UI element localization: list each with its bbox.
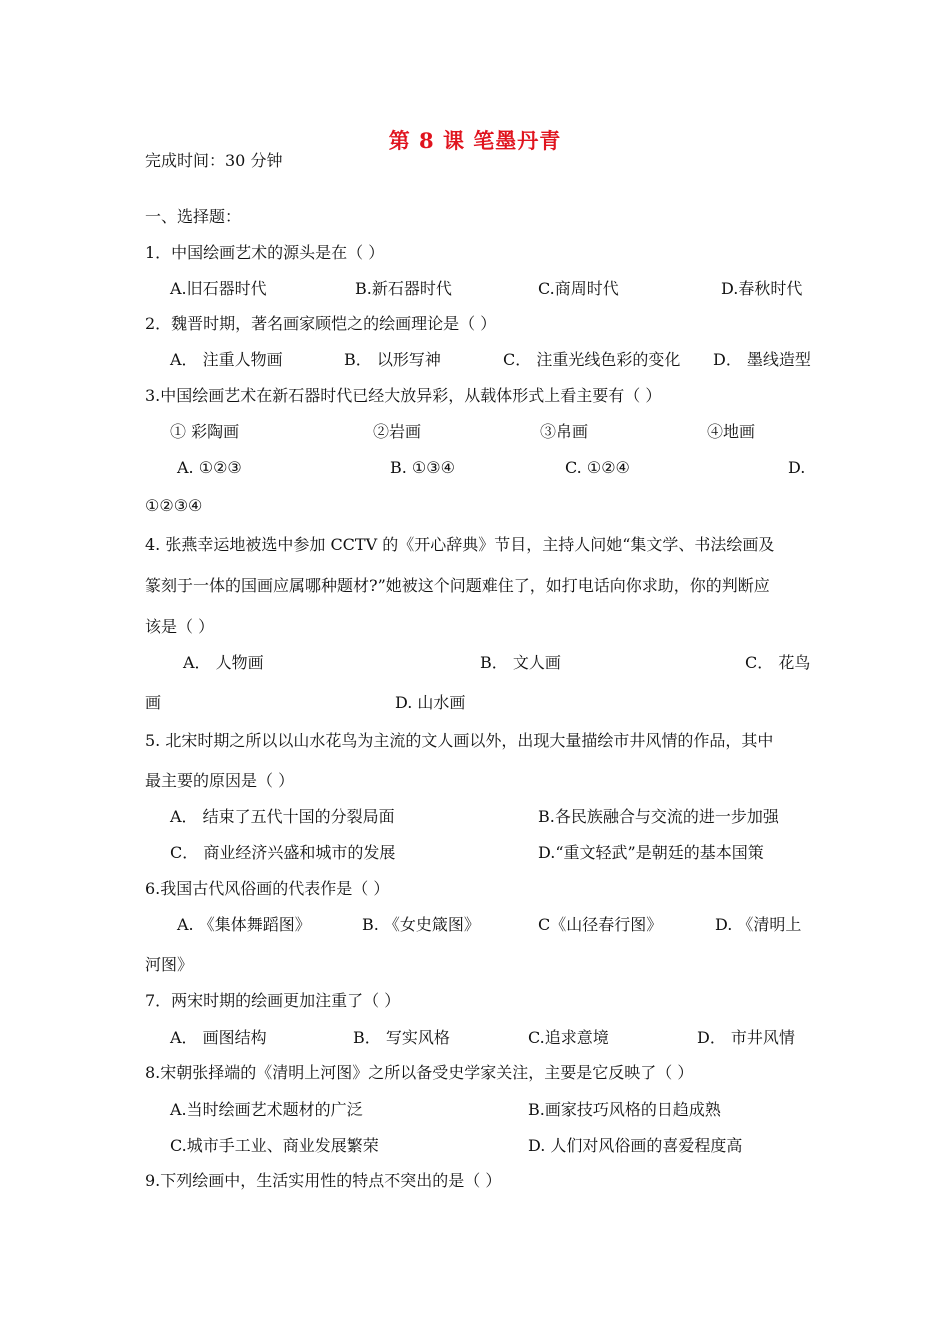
question-5-line-1: 5. 北宋时期之所以以山水花鸟为主流的文人画以外，出现大量描绘市井风情的作品，其中 xyxy=(145,731,774,750)
question-3-item-3: ③帛画 xyxy=(540,422,589,441)
question-4-option-a: A． 人物画 xyxy=(183,653,264,672)
question-3-item-2: ②岩画 xyxy=(373,422,422,441)
question-2-option-d: D． 墨线造型 xyxy=(713,350,811,369)
question-5-option-c: C． 商业经济兴盛和城市的发展 xyxy=(170,843,396,862)
question-5-option-b: B.各民族融合与交流的进一步加强 xyxy=(538,807,779,826)
question-5-option-d: D.“重文轻武”是朝廷的基本国策 xyxy=(538,843,764,862)
question-7-stem: 7．两宋时期的绘画更加注重了（ ） xyxy=(145,991,401,1010)
question-4-option-c: C． 花鸟 xyxy=(745,653,811,672)
question-1-option-d: D.春秋时代 xyxy=(721,279,803,298)
question-5-line-2: 最主要的原因是（ ） xyxy=(145,771,295,790)
question-3-option-a: A. ①②③ xyxy=(177,458,242,477)
question-4-line-3: 该是（ ） xyxy=(145,617,215,636)
question-7-option-a: A． 画图结构 xyxy=(170,1028,267,1047)
question-2-option-c: C． 注重光线色彩的变化 xyxy=(503,350,681,369)
question-3-option-b: B. ①③④ xyxy=(390,458,455,477)
question-3-option-c: C. ①②④ xyxy=(565,458,630,477)
question-3-option-d: D. xyxy=(788,458,806,477)
question-8-option-a: A.当时绘画艺术题材的广泛 xyxy=(170,1100,363,1119)
question-2-option-a: A． 注重人物画 xyxy=(170,350,283,369)
question-1-option-c: C.商周时代 xyxy=(538,279,619,298)
question-4-option-b: B． 文人画 xyxy=(480,653,561,672)
lesson-title: 第 8 课 笔墨丹青 xyxy=(388,128,562,153)
question-7-option-c: C.追求意境 xyxy=(528,1028,609,1047)
question-4-option-d: D. 山水画 xyxy=(395,693,466,712)
question-8-option-b: B.画家技巧风格的日趋成熟 xyxy=(528,1100,721,1119)
question-3-stem: 3.中国绘画艺术在新石器时代已经大放异彩，从载体形式上看主要有（ ） xyxy=(145,386,662,405)
question-8-option-c: C.城市手工业、商业发展繁荣 xyxy=(170,1136,379,1155)
question-6-option-d-content: 河图》 xyxy=(145,955,194,974)
question-4-line-2: 篆刻于一体的国画应属哪种题材?”她被这个问题难住了，如打电话向你求助，你的判断应 xyxy=(145,576,770,595)
question-5-option-a: A． 结束了五代十国的分裂局面 xyxy=(170,807,395,826)
question-1-option-a: A.旧石器时代 xyxy=(170,279,267,298)
question-6-option-a: A. 《集体舞蹈图》 xyxy=(177,915,311,934)
question-8-stem: 8.宋朝张择端的《清明上河图》之所以备受史学家关注，主要是它反映了（ ） xyxy=(145,1063,694,1082)
completion-time: 完成时间：30 分钟 xyxy=(145,151,283,170)
question-6-option-d: D. 《清明上 xyxy=(715,915,802,934)
question-3-item-4: ④地画 xyxy=(707,422,756,441)
question-3-option-d-content: ①②③④ xyxy=(145,496,203,515)
question-4-option-c-content: 画 xyxy=(145,693,162,712)
question-3-item-1: ① 彩陶画 xyxy=(170,422,240,441)
question-1-stem: 1．中国绘画艺术的源头是在（ ） xyxy=(145,243,385,262)
question-8-option-d: D. 人们对风俗画的喜爱程度高 xyxy=(528,1136,743,1155)
question-2-option-b: B． 以形写神 xyxy=(344,350,441,369)
question-6-option-b: B. 《女史箴图》 xyxy=(362,915,480,934)
question-4-line-1: 4. 张燕幸运地被选中参加 CCTV 的《开心辞典》节目，主持人问她“集文学、书法绘画及 xyxy=(145,535,775,554)
section-heading: 一、选择题： xyxy=(145,207,242,226)
question-6-stem: 6.我国古代风俗画的代表作是（ ） xyxy=(145,879,390,898)
question-6-option-c: C《山径春行图》 xyxy=(538,915,663,934)
question-9-stem: 9.下列绘画中，生活实用性的特点不突出的是（ ） xyxy=(145,1171,502,1190)
question-7-option-d: D． 市井风情 xyxy=(697,1028,795,1047)
question-1-option-b: B.新石器时代 xyxy=(355,279,452,298)
question-2-stem: 2．魏晋时期，著名画家顾恺之的绘画理论是（ ） xyxy=(145,314,497,333)
question-7-option-b: B． 写实风格 xyxy=(353,1028,450,1047)
